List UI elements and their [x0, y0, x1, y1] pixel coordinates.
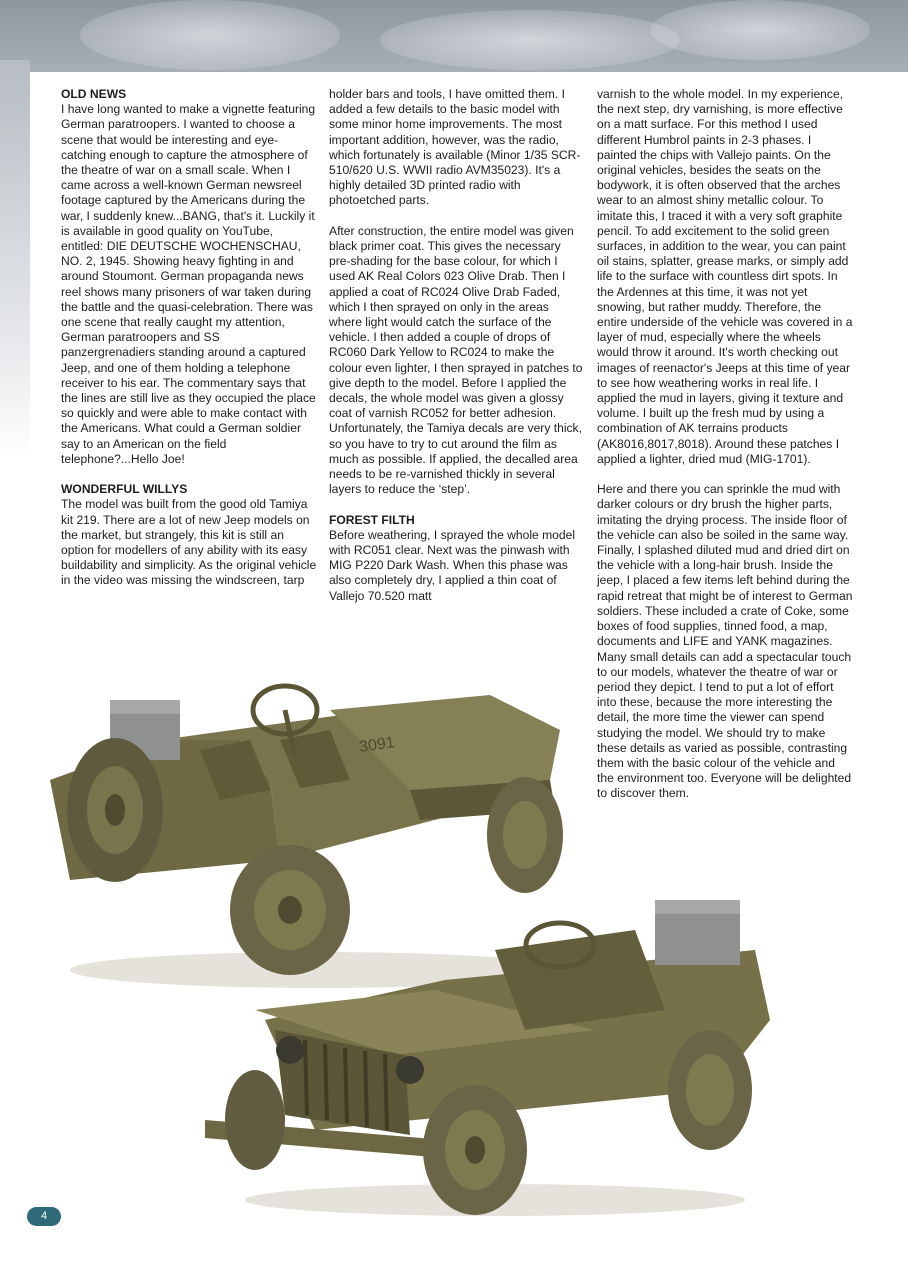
paragraph: Here and there you can sprinkle the mud with darker colours or dry brush the higher parts, imitating the drying process. The inside floor of the vehicle can also be soiled in the same way. Finally, I splashed diluted mud and dried dirt on the vehicle with a long-hair brush. Inside the jeep, I placed a few items left behind during the rapid retreat that might be of interest to German soldiers. These included a crate of Coke, some boxes of food supplies, tinned food, a map, documents and LIFE and YANK magazines. Many small details can add a spectacular touch to our models, whatever the theatre of war or period they depict. I tend to put a lot of effort into these, because the more interesting the detail, the more time the viewer can spend studying the model. We should try to make these details as varied as possible, contrasting them with the basic colour of the vehicle and the environment too. Everyone will be delighted to discover them. [597, 482, 853, 801]
jeep-front-photo [195, 890, 775, 1220]
text-column-1 [61, 87, 317, 589]
paragraph: holder bars and tools, I have omitted them. I added a few details to the basic model with some minor home improvements. The most important addition, however, was the radio, which fortunately is available (Minor 1/35 SCR-510/620 U.S. WWII radio AVM35023). It's a highly detailed 3D printed radio with photoetched parts. [329, 87, 581, 208]
paragraph: Before weathering, I sprayed the whole model with RC051 clear. Next was the pinwash with MIG P220 Dark Wash. When this phase was also completely dry, I applied a thin coat of Vallejo 70.520 matt [329, 527, 576, 603]
paragraph: varnish to the whole model. In my experience, the next step, dry varnishing, is more effective on a matt surface. For this method I used different Humbrol paints in 2-3 phases. I painted the chips with Vallejo paints. On the original vehicles, besides the seats on the bodywork, it is often observed that the arches wear to an almost shiny metallic colour. To imitate this, I traced it with a very soft graphite pencil. To add excitement to the solid green surfaces, in addition to the wear, you can paint oil stains, splatter, grease marks, or simply add life to the surface with countless dirt spots. In the Ardennes at this time, it was not yet snowing, but rather muddy. Therefore, the entire underside of the vehicle was covered in a layer of mud, especially where the wheels would throw it around. It's worth checking out images of reenactor's Jeeps at this time of year to see how weathering works in real life. I applied the mud in layers, giving it texture and volume. I built up the fresh mud by using a combination of AK terrains products (AK8016,8017,8018). Around these patches I applied a lighter, dried mud (MIG-1701). [597, 87, 853, 466]
heading-forest-filth: FOREST FILTH [329, 512, 415, 527]
jeep-marking-number: 3091 [358, 734, 396, 756]
paragraph: After construction, the entire model was given black primer coat. This gives the necessary pre-shading for the base colour, for which I used AK Real Colors 023 Olive Drab. Then I applied a coat of RC024 Olive Drab Faded, which I then sprayed on only in the areas where light would catch the surface of the vehicle. I then added a couple of drops of RC060 Dark Yellow to RC024 to make the colour even lighter, I then sprayed in patches to give depth to the model. Before I applied the decals, the whole model was given a glossy coat of varnish RC052 for better adhesion. Unfortunately, the Tamiya decals are very thick, so you have to try to cut around the film as much as possible. If applied, the decalled area needs to be re-varnished thickly in several layers to reduce the ‘step’. [329, 223, 583, 497]
page-number-badge: 4 [27, 1207, 61, 1226]
sky-edge [0, 60, 30, 460]
text-column-2 [329, 87, 585, 604]
heading-old-news: OLD NEWS [61, 87, 127, 101]
paragraph: The model was built from the good old Tamiya kit 219. There are a lot of new Jeep models on the market, but strangely, this kit is still an option for modellers of any ability with its easy buildability and simplicity. As the original vehicle in the video was missing the windscreen, tarp [61, 497, 317, 588]
text-column-3 [597, 87, 853, 802]
paragraph: I have long wanted to make a vignette featuring German paratroopers. I wanted to choose a scene that would be interesting and eye-catching enough to capture the atmosphere of the theatre of war on a small scale. When I came across a well-known German newsreel footage captured by the Americans during the war, I suddenly knew...BANG, that's it. Luckily it is available in good quality on YouTube, entitled: DIE DEUTSCHE WOCHENSCHAU, NO. 2, 1945. Showing heavy fighting in and around Stoumont. German propaganda news reel shows many prisoners of war taken during the battle and the quasi-celebration. There was one scene that really caught my attention, German paratroopers and SS panzergrenadiers standing around a captured Jeep, and one of them holding a telephone receiver to his ear. The commentary says that the lines are still live as they occupied the place so quickly and were able to make contact with the Americans. What could a German soldier say to an American on the field telephone?...Hello Joe! [61, 102, 316, 466]
heading-wonderful-willys: WONDERFUL WILLYS [61, 482, 188, 497]
